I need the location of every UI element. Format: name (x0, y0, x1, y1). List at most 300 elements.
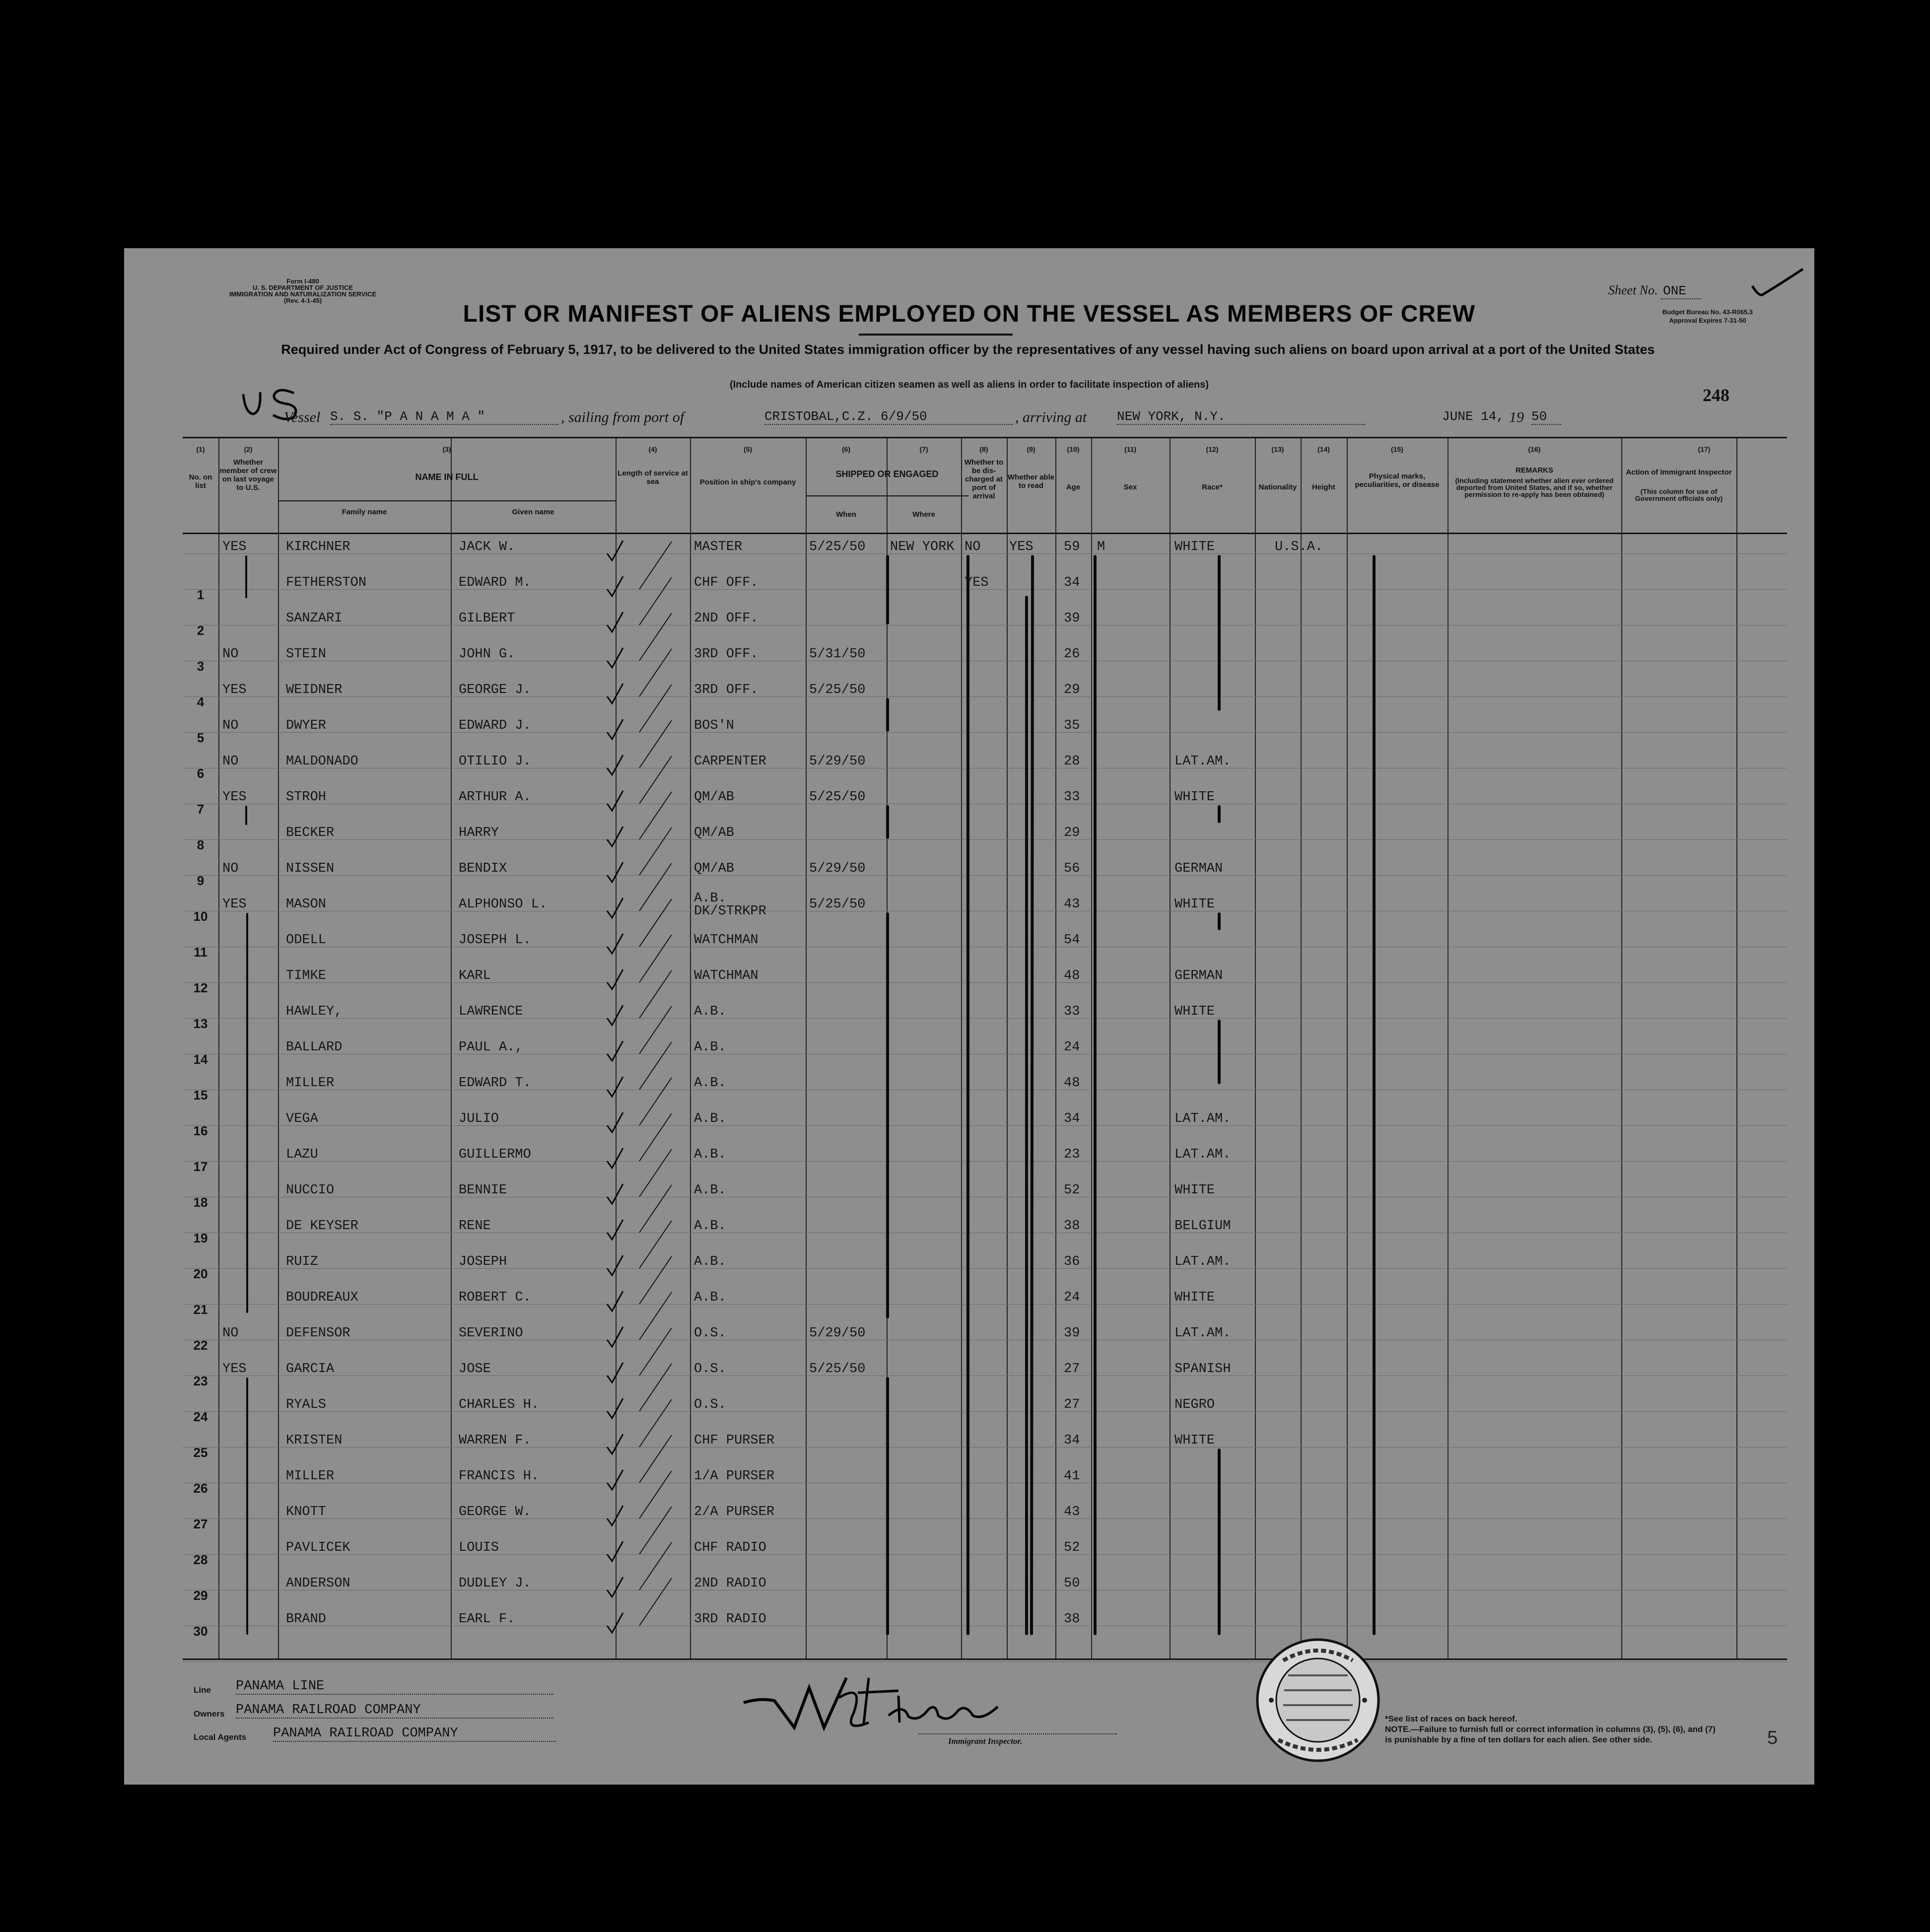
given-name-cell: PAUL A., (459, 1040, 523, 1055)
shipped-when-cell: 5/25/50 (809, 540, 866, 554)
race-cell: WHITE (1174, 1183, 1215, 1198)
check-mark-icon (607, 1005, 623, 1025)
vessel-name: S. S. "P A N A M A " (330, 409, 558, 425)
length-of-service-stroke (639, 542, 672, 589)
age-cell: 34 (1064, 1111, 1080, 1126)
length-of-service-stroke (639, 1471, 672, 1518)
position-cell: WATCHMAN (694, 968, 758, 983)
header-height: Height (1312, 483, 1335, 491)
header-sex: Sex (1123, 483, 1137, 491)
length-of-service-stroke (639, 863, 672, 911)
shipped-when-cell: 5/29/50 (809, 1326, 866, 1341)
position-cell: BOS'N (694, 718, 735, 733)
given-name-cell: GEORGE W. (459, 1505, 531, 1519)
given-name-cell: EARL F. (459, 1612, 515, 1627)
member-of-crew-cell: NO (222, 718, 239, 733)
sheet-number-value: ONE (1661, 283, 1701, 299)
family-name-cell: MILLER (286, 1469, 335, 1484)
row-number-cell: 23 (193, 1374, 208, 1388)
length-of-service-stroke (639, 756, 672, 804)
member-of-crew-cell: YES (222, 1362, 247, 1377)
position-cell: A.B. (694, 1290, 726, 1305)
discharged-cell: NO (965, 540, 981, 554)
age-cell: 39 (1064, 1326, 1080, 1341)
family-name-cell: STROH (286, 790, 327, 805)
length-of-service-stroke (639, 970, 672, 1018)
header-able-to-read: Whether able to read (1007, 473, 1055, 490)
age-cell: 24 (1064, 1040, 1080, 1055)
header-length-of-service: Length of service at sea (618, 469, 688, 486)
row-number-cell: 3 (197, 659, 205, 674)
length-of-service-stroke (639, 935, 672, 982)
family-name-cell: PAVLICEK (286, 1540, 350, 1555)
discharged-cell: YES (965, 575, 989, 590)
given-name-cell: GILBERT (459, 611, 515, 626)
length-of-service-stroke (639, 1221, 672, 1268)
length-of-service-stroke (639, 577, 672, 625)
given-name-cell: CHARLES H. (459, 1397, 540, 1412)
sailing-port: CRISTOBAL,C.Z. 6/9/50 (764, 409, 1013, 425)
member-of-crew-cell: NO (222, 647, 239, 662)
age-cell: 33 (1064, 790, 1080, 805)
row-number-cell: 28 (193, 1552, 208, 1567)
check-mark-icon (607, 1255, 623, 1275)
row-number-cell: 21 (193, 1302, 208, 1317)
row-number-cell: 5 (197, 730, 205, 745)
age-cell: 43 (1064, 897, 1080, 912)
member-of-crew-cell: YES (222, 897, 247, 912)
check-mark-icon (607, 969, 623, 989)
row-number-cell: 26 (193, 1481, 208, 1496)
header-shipped-or-engaged: SHIPPED OR ENGAGED (835, 469, 939, 479)
sailing-label: , sailing from port of (561, 409, 685, 425)
family-name-cell: MASON (286, 897, 327, 912)
given-name-cell: ALPHONSO L. (459, 897, 548, 912)
member-of-crew-cell: NO (222, 754, 239, 769)
column-number: (11) (1124, 445, 1137, 453)
position-cell: 1/A PURSER (694, 1469, 775, 1484)
age-cell: 39 (1064, 611, 1080, 626)
position-cell: O.S. (694, 1326, 726, 1341)
family-name-cell: NISSEN (286, 861, 335, 876)
check-mark-icon (607, 1506, 623, 1525)
check-mark-icon (607, 612, 623, 632)
given-name-cell: JOHN G. (459, 647, 515, 662)
family-name-cell: GARCIA (286, 1362, 335, 1377)
inspector-signature (740, 1668, 1018, 1742)
length-of-service-stroke (639, 1078, 672, 1125)
position-cell: 3RD OFF. (694, 683, 758, 697)
position-cell: WATCHMAN (694, 933, 758, 948)
row-number-cell: 22 (193, 1338, 208, 1353)
race-cell: LAT.AM. (1174, 1147, 1231, 1162)
check-mark-icon (607, 898, 623, 918)
owners-label: Owners (194, 1709, 225, 1719)
given-name-cell: EDWARD T. (459, 1076, 531, 1091)
header-remarks: REMARKS (1516, 466, 1553, 475)
check-mark-icon (607, 1220, 623, 1240)
family-name-cell: BECKER (286, 826, 335, 840)
length-of-service-stroke (639, 613, 672, 661)
row-number-cell: 2 (197, 623, 205, 638)
position-cell: QM/AB (694, 861, 735, 876)
row-number-cell: 10 (193, 909, 208, 924)
shipped-where-cell: NEW YORK (890, 540, 955, 554)
agents-label: Local Agents (194, 1732, 247, 1742)
check-mark-icon (607, 684, 623, 703)
header-where: Where (912, 510, 935, 519)
given-name-cell: BENNIE (459, 1183, 507, 1198)
column-number: (2) (244, 445, 253, 453)
arrival-date-year: 50 (1531, 409, 1561, 425)
check-mark-icon (607, 791, 623, 811)
age-cell: 29 (1064, 826, 1080, 840)
header-physical-marks: Physical marks, peculiarities, or disease (1355, 472, 1440, 489)
check-mark-icon (607, 1041, 623, 1061)
given-name-cell: JACK W. (459, 540, 515, 554)
position-cell: 2ND RADIO (694, 1576, 766, 1591)
stamped-sheet-number: 248 (1703, 385, 1729, 405)
shipped-when-cell: 5/29/50 (809, 861, 866, 876)
footnote: *See list of races on back hereof. NOTE.—Failure to furnish full or correct information in columns (3), (5), (6), and (7) is punishable by a fine of ten dollars for each alien. See other side. (1385, 1714, 1716, 1744)
position-cell: 2/A PURSER (694, 1505, 775, 1519)
age-cell: 35 (1064, 718, 1080, 733)
age-cell: 52 (1064, 1540, 1080, 1555)
header-no-on-list: No. on list (189, 473, 212, 490)
shipped-when-cell: 5/25/50 (809, 897, 866, 912)
family-name-cell: HAWLEY, (286, 1004, 343, 1019)
row-number-cell: 25 (193, 1445, 208, 1460)
check-mark-icon (607, 755, 623, 775)
length-of-service-stroke (639, 1006, 672, 1054)
age-cell: 38 (1064, 1219, 1080, 1234)
column-number: (14) (1317, 445, 1330, 453)
position-cell: CARPENTER (694, 754, 766, 769)
family-name-cell: VEGA (286, 1111, 318, 1126)
shipped-when-cell: 5/25/50 (809, 1362, 866, 1377)
row-number-cell: 20 (193, 1266, 208, 1281)
check-mark-icon (607, 1148, 623, 1168)
age-cell: 27 (1064, 1362, 1080, 1377)
age-cell: 43 (1064, 1505, 1080, 1519)
arriving-port: NEW YORK, N.Y. (1117, 409, 1365, 425)
check-mark-icon (607, 1398, 623, 1418)
vessel-line (124, 407, 1814, 429)
position-cell: CHF OFF. (694, 575, 758, 590)
position-cell: A.B. DK/STRKPR (694, 891, 766, 919)
row-number-cell: 13 (193, 1016, 208, 1031)
column-number: (3) (442, 445, 451, 453)
given-name-cell: KARL (459, 968, 491, 983)
check-mark-icon (607, 862, 623, 882)
family-name-cell: SANZARI (286, 611, 343, 626)
position-cell: O.S. (694, 1397, 726, 1412)
given-name-cell: ROBERT C. (459, 1290, 531, 1305)
check-mark-icon (607, 1184, 623, 1204)
line-label: Line (194, 1685, 211, 1695)
position-cell: 3RD RADIO (694, 1612, 766, 1627)
length-of-service-stroke (639, 1292, 672, 1340)
length-of-service-stroke (639, 685, 672, 732)
length-of-service-stroke (639, 1113, 672, 1161)
given-name-cell: GEORGE J. (459, 683, 531, 697)
position-cell: A.B. (694, 1004, 726, 1019)
header-remarks-note: (Including statement whether alien ever ordered deported from United States, and if so, whether permission to re-apply has been obtained) (1455, 477, 1614, 498)
race-cell: WHITE (1174, 1290, 1215, 1305)
column-number: (10) (1067, 445, 1080, 453)
age-cell: 56 (1064, 861, 1080, 876)
row-number-cell: 18 (193, 1195, 208, 1210)
ditto-mark (1032, 556, 1033, 1634)
position-cell: A.B. (694, 1040, 726, 1055)
length-of-service-stroke (639, 1435, 672, 1483)
length-of-service-stroke (639, 649, 672, 696)
race-cell: WHITE (1174, 1433, 1215, 1448)
ditto-marks (183, 438, 1787, 1658)
family-name-cell: KRISTEN (286, 1433, 343, 1448)
row-number-cell: 14 (193, 1052, 208, 1067)
row-number-cell: 27 (193, 1517, 208, 1531)
check-mark-icon (607, 1077, 623, 1097)
row-number-cell: 9 (197, 873, 205, 888)
race-cell: WHITE (1174, 1004, 1215, 1019)
race-cell: LAT.AM. (1174, 1111, 1231, 1126)
check-mark-icon (607, 1363, 623, 1382)
page-number: 5 (1767, 1727, 1778, 1748)
position-cell: CHF RADIO (694, 1540, 766, 1555)
header-discharged: Whether to be dis-charged at port of arrival (964, 458, 1004, 500)
age-cell: 23 (1064, 1147, 1080, 1162)
act-subtitle: Required under Act of Congress of February 5, 1917, to be delivered to the United States immigration officer by the representatives of any vessel having such aliens on board upon arrival at a port of the United States (281, 342, 1655, 357)
row-number-cell: 16 (193, 1123, 208, 1138)
length-of-service-stroke (639, 1399, 672, 1447)
age-cell: 33 (1064, 1004, 1080, 1019)
length-of-service-stroke (639, 720, 672, 768)
member-of-crew-cell: NO (222, 1326, 239, 1341)
column-number: (1) (196, 445, 205, 453)
position-cell: A.B. (694, 1147, 726, 1162)
given-name-cell: JULIO (459, 1111, 499, 1126)
age-cell: 26 (1064, 647, 1080, 662)
position-cell: A.B. (694, 1254, 726, 1269)
given-name-cell: ARTHUR A. (459, 790, 531, 805)
inspector-signature-line (918, 1733, 1117, 1735)
given-name-cell: LAWRENCE (459, 1004, 523, 1019)
family-name-cell: BRAND (286, 1612, 327, 1627)
age-cell: 34 (1064, 1433, 1080, 1448)
given-name-cell: WARREN F. (459, 1433, 531, 1448)
arrival-date-century: 19 (1509, 409, 1524, 425)
given-name-cell: OTILIO J. (459, 754, 531, 769)
age-cell: 34 (1064, 575, 1080, 590)
position-cell: QM/AB (694, 790, 735, 805)
race-cell: LAT.AM. (1174, 1254, 1231, 1269)
header-action: Action of Immigrant Inspector (1626, 468, 1732, 477)
member-of-crew-cell: NO (222, 861, 239, 876)
race-cell: NEGRO (1174, 1397, 1215, 1412)
row-rule (183, 1661, 1787, 1662)
race-cell: WHITE (1174, 897, 1215, 912)
given-name-cell: EDWARD M. (459, 575, 531, 590)
family-name-cell: DE KEYSER (286, 1219, 358, 1234)
vessel-label: Vessel (284, 409, 321, 425)
header-race: Race* (1202, 483, 1223, 491)
given-name-cell: JOSE (459, 1362, 491, 1377)
header-action-note: (This column for use of Government officials only) (1635, 487, 1723, 502)
arrival-date-prefix: JUNE 14, (1442, 409, 1504, 424)
position-cell: A.B. (694, 1219, 726, 1234)
family-name-cell: STEIN (286, 647, 327, 662)
shipped-when-cell: 5/25/50 (809, 683, 866, 697)
age-cell: 38 (1064, 1612, 1080, 1627)
race-cell: LAT.AM. (1174, 754, 1231, 769)
column-number: (13) (1271, 445, 1284, 453)
length-of-service-stroke (639, 899, 672, 947)
inspector-label: Immigrant Inspector. (948, 1736, 1023, 1746)
age-cell: 28 (1064, 754, 1080, 769)
position-cell: 2ND OFF. (694, 611, 758, 626)
check-mark-icon (607, 1541, 623, 1561)
nationality-cell: U.S.A. (1275, 540, 1323, 554)
given-name-cell: LOUIS (459, 1540, 499, 1555)
length-of-service-stroke (639, 792, 672, 839)
header-nationality: Nationality (1258, 483, 1297, 491)
check-mark-icon (607, 1577, 623, 1597)
length-of-service-stroke (639, 1578, 672, 1626)
row-number-cell: 19 (193, 1231, 208, 1245)
row-number-cell: 30 (193, 1624, 208, 1639)
port-of-cristobal-seal (1248, 1636, 1387, 1765)
given-name-cell: SEVERINO (459, 1326, 523, 1341)
check-mark-icon (607, 1327, 623, 1347)
row-number-cell: 8 (197, 837, 205, 852)
row-number-cell: 7 (197, 802, 205, 817)
age-cell: 52 (1064, 1183, 1080, 1198)
column-number: (16) (1528, 445, 1541, 453)
race-cell: LAT.AM. (1174, 1326, 1231, 1341)
check-mark-icon (607, 1470, 623, 1490)
family-name-cell: TIMKE (286, 968, 327, 983)
column-number: (6) (841, 445, 851, 453)
check-mark-icon (607, 827, 623, 846)
able-to-read-cell: YES (1009, 540, 1034, 554)
race-cell: SPANISH (1174, 1362, 1231, 1377)
family-name-cell: ODELL (286, 933, 327, 948)
length-of-service-stroke (639, 1256, 672, 1304)
check-mark-icon (607, 1291, 623, 1311)
row-number-cell: 17 (193, 1159, 208, 1174)
length-of-service-stroke (639, 1328, 672, 1376)
shipped-when-cell: 5/29/50 (809, 754, 866, 769)
position-cell: A.B. (694, 1076, 726, 1091)
family-name-cell: MALDONADO (286, 754, 358, 769)
family-name-cell: DWYER (286, 718, 327, 733)
member-of-crew-cell: YES (222, 790, 247, 805)
position-cell: 3RD OFF. (694, 647, 758, 662)
document-title: LIST OR MANIFEST OF ALIENS EMPLOYED ON THE VESSEL AS MEMBERS OF CREW (463, 301, 1476, 327)
header-name-in-full: NAME IN FULL (415, 472, 479, 482)
check-mark-icon (607, 648, 623, 668)
age-cell: 36 (1064, 1254, 1080, 1269)
shipped-when-cell: 5/31/50 (809, 647, 866, 662)
line-value: PANAMA LINE (236, 1679, 553, 1695)
age-cell: 41 (1064, 1469, 1080, 1484)
length-of-service-stroke (639, 1149, 672, 1197)
given-name-cell: GUILLERMO (459, 1147, 531, 1162)
owners-value: PANAMA RAILROAD COMPANY (236, 1703, 553, 1719)
family-name-cell: WEIDNER (286, 683, 343, 697)
age-cell: 59 (1064, 540, 1080, 554)
length-of-service-stroke (639, 828, 672, 875)
position-cell: O.S. (694, 1362, 726, 1377)
check-mark-icon (607, 1434, 623, 1454)
manifest-sheet (124, 248, 1814, 1785)
given-name-cell: BENDIX (459, 861, 507, 876)
position-cell: A.B. (694, 1111, 726, 1126)
length-of-service-stroke (639, 1042, 672, 1090)
race-cell: WHITE (1174, 790, 1215, 805)
column-number: (8) (979, 445, 988, 453)
member-of-crew-cell: YES (222, 540, 247, 554)
budget-bureau-note: Budget Bureau No. 43-R065.3 Approval Expires 7-31-50 (1662, 308, 1753, 324)
check-mark-icon (1747, 266, 1807, 301)
length-of-service-stroke (639, 1185, 672, 1233)
family-name-cell: LAZU (286, 1147, 318, 1162)
age-cell: 24 (1064, 1290, 1080, 1305)
header-when: When (836, 510, 856, 519)
age-cell: 27 (1064, 1397, 1080, 1412)
header-age: Age (1066, 483, 1081, 491)
family-name-cell: RUIZ (286, 1254, 318, 1269)
sheet-number-field: Sheet No. ONE (1608, 283, 1807, 298)
family-name-cell: KNOTT (286, 1505, 327, 1519)
position-cell: A.B. (694, 1183, 726, 1198)
family-name-cell: RYALS (286, 1397, 327, 1412)
column-number: (7) (919, 445, 928, 453)
row-number-cell: 24 (193, 1409, 208, 1424)
agents-value: PANAMA RAILROAD COMPANY (273, 1726, 556, 1742)
check-mark-icon (607, 541, 623, 560)
row-number-cell: 4 (197, 694, 205, 709)
race-cell: BELGIUM (1174, 1219, 1231, 1234)
given-name-cell: RENE (459, 1219, 491, 1234)
position-cell: QM/AB (694, 826, 735, 840)
race-cell: WHITE (1174, 540, 1215, 554)
given-name-cell: JOSEPH L. (459, 933, 531, 948)
family-name-cell: KIRCHNER (286, 540, 350, 554)
row-number-cell: 12 (193, 980, 208, 995)
given-name-cell: DUDLEY J. (459, 1576, 531, 1591)
given-name-cell: HARRY (459, 826, 499, 840)
sex-cell: M (1097, 540, 1105, 554)
race-cell: GERMAN (1174, 968, 1223, 983)
shipped-when-cell: 5/25/50 (809, 790, 866, 805)
column-number: (15) (1391, 445, 1403, 453)
given-name-cell: JOSEPH (459, 1254, 507, 1269)
family-name-cell: ANDERSON (286, 1576, 350, 1591)
age-cell: 54 (1064, 933, 1080, 948)
length-of-service-stroke (639, 1364, 672, 1411)
length-of-service-stroke (639, 1507, 672, 1554)
check-mark-icon (607, 719, 623, 739)
arriving-label: , arriving at (1015, 409, 1087, 425)
given-name-cell: EDWARD J. (459, 718, 531, 733)
row-number-cell: 1 (197, 587, 205, 602)
header-given-name: Given name (512, 508, 554, 516)
form-identifier: Form I-480 U. S. DEPARTMENT OF JUSTICE IMMIGRATION AND NATURALIZATION SERVICE (Rev. 4-1-45) (229, 277, 377, 304)
race-cell: GERMAN (1174, 861, 1223, 876)
header-position: Position in ship's company (699, 478, 796, 486)
